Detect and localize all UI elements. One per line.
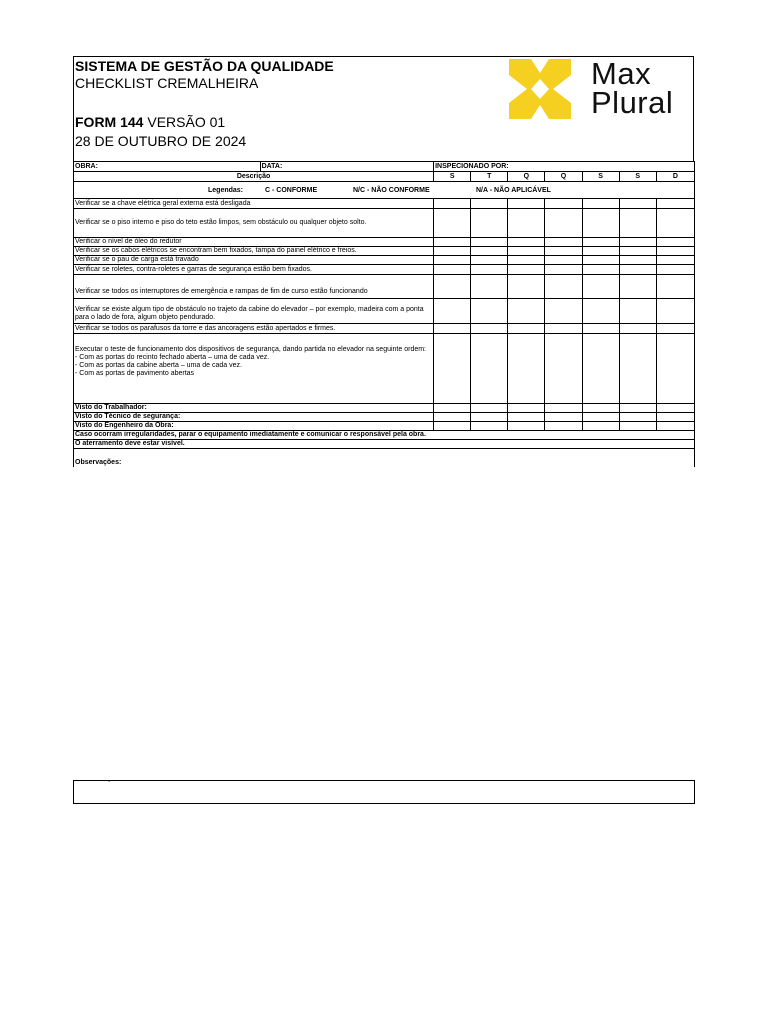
- signature-row: [74, 404, 695, 413]
- signature-cell[interactable]: [582, 413, 619, 422]
- signature-cell[interactable]: [656, 413, 694, 422]
- observacoes-label: Observações:: [74, 449, 695, 467]
- check-cell[interactable]: [471, 209, 508, 238]
- checklist-row: [74, 247, 695, 256]
- check-cell[interactable]: [619, 275, 656, 299]
- signature-cell[interactable]: [656, 404, 694, 413]
- check-cell[interactable]: [471, 247, 508, 256]
- obra-field[interactable]: OBRA:: [74, 162, 261, 172]
- check-cell[interactable]: [508, 247, 545, 256]
- signature-cell[interactable]: [545, 413, 582, 422]
- inspecionado-field[interactable]: INSPECIONADO POR:: [434, 162, 695, 172]
- item-description: Verificar o nível de óleo do redutor: [74, 238, 434, 247]
- observacoes-row: [74, 449, 695, 467]
- visto-trabalhador-label: Visto do Trabalhador:: [74, 404, 434, 413]
- check-cell[interactable]: [619, 324, 656, 334]
- checklist-row: [74, 299, 695, 324]
- checklist-row: [74, 209, 695, 238]
- safety-test-step: - Com as portas da cabine aberta – uma de cada vez.: [75, 362, 242, 369]
- signature-cell[interactable]: [471, 404, 508, 413]
- check-cell[interactable]: [582, 265, 619, 275]
- page-gap: [73, 467, 694, 780]
- item-description: Verificar se todos os parafusos da torre e das ancoragens estão apertados e firmes.: [74, 324, 434, 334]
- signature-cell[interactable]: [619, 413, 656, 422]
- check-cell[interactable]: [471, 256, 508, 265]
- check-cell[interactable]: [508, 238, 545, 247]
- check-cell[interactable]: [545, 247, 582, 256]
- check-cell[interactable]: [508, 324, 545, 334]
- check-cell[interactable]: [582, 256, 619, 265]
- safety-test-intro: Executar o teste de funcionamento dos dispositivos de segurança, dando partida no elevador na seguinte ordem:: [75, 346, 427, 353]
- signature-cell[interactable]: [656, 422, 694, 431]
- day-header: S: [582, 172, 619, 182]
- check-cell[interactable]: [508, 299, 545, 324]
- item-description: Verificar se o piso interno e piso do teto estão limpos, sem obstáculo ou qualquer objeto solto.: [74, 209, 434, 238]
- check-cell[interactable]: [508, 265, 545, 275]
- checklist-row: [74, 275, 695, 299]
- check-cell[interactable]: [619, 265, 656, 275]
- days-header-row: [74, 172, 695, 182]
- checklist-title: CHECKLIST CREMALHEIRA: [75, 75, 259, 91]
- signature-cell[interactable]: [508, 422, 545, 431]
- data-field[interactable]: DATA:: [260, 162, 434, 172]
- legend-nao-aplicavel: N/A - NÃO APLICÁVEL: [476, 186, 551, 194]
- check-cell[interactable]: [471, 275, 508, 299]
- check-cell[interactable]: [471, 299, 508, 324]
- legend-label: Legendas:: [208, 186, 244, 194]
- check-cell[interactable]: [434, 334, 471, 404]
- item-description: Verificar se roletes, contra-roletes e garras de segurança estão bem fixados.: [74, 265, 434, 275]
- check-cell[interactable]: [434, 238, 471, 247]
- check-cell[interactable]: [619, 334, 656, 404]
- checklist-row: [74, 265, 695, 275]
- check-cell[interactable]: [582, 275, 619, 299]
- item-description: Verificar se os cabos elétricos se encontram bem fixados, tampa do painel elétrico e freios.: [74, 247, 434, 256]
- signature-cell[interactable]: [434, 422, 471, 431]
- check-cell[interactable]: [471, 334, 508, 404]
- checklist-row: [74, 324, 695, 334]
- day-header: S: [619, 172, 656, 182]
- signature-cell[interactable]: [619, 422, 656, 431]
- visto-tecnico-label: Visto do Técnico de segurança:: [74, 413, 434, 422]
- check-cell[interactable]: [619, 209, 656, 238]
- check-cell[interactable]: [545, 265, 582, 275]
- safety-test-step: - Com as portas de pavimento abertas: [75, 370, 195, 377]
- document-header: [73, 56, 694, 161]
- day-header: T: [471, 172, 508, 182]
- legend-nao-conforme: N/C - NÃO CONFORME: [353, 186, 430, 194]
- form-version: [75, 114, 225, 130]
- check-cell[interactable]: [545, 324, 582, 334]
- form-number: FORM 144: [75, 114, 144, 130]
- checklist-row: [74, 256, 695, 265]
- irregularities-note: Caso ocorram irregularidades, parar o equipamento imediatamente e comunicar o responsável pela obra.: [74, 431, 695, 440]
- item-description: Verificar se o pau de carga está travado: [74, 256, 434, 265]
- check-cell[interactable]: [508, 334, 545, 404]
- check-cell[interactable]: [582, 324, 619, 334]
- check-cell[interactable]: [434, 209, 471, 238]
- checklist-row: [74, 199, 695, 209]
- system-title: SISTEMA DE GESTÃO DA QUALIDADE: [75, 58, 334, 74]
- version-label: VERSÃO 01: [143, 114, 226, 130]
- check-cell[interactable]: [619, 256, 656, 265]
- checklist-row-safety-test: [74, 334, 695, 404]
- check-cell[interactable]: [619, 247, 656, 256]
- legend-conforme: C - CONFORME: [265, 186, 318, 194]
- legend-cell: [74, 182, 695, 199]
- signature-cell[interactable]: [508, 413, 545, 422]
- check-cell[interactable]: [656, 324, 694, 334]
- check-cell[interactable]: [434, 199, 471, 209]
- form-date: 28 DE OUTUBRO DE 2024: [75, 133, 247, 149]
- check-cell[interactable]: [656, 256, 694, 265]
- max-plural-logo: [509, 56, 689, 121]
- check-cell[interactable]: [656, 199, 694, 209]
- check-cell[interactable]: [582, 209, 619, 238]
- legend-row: [74, 182, 695, 199]
- check-cell[interactable]: [434, 299, 471, 324]
- check-cell[interactable]: [545, 275, 582, 299]
- signature-cell[interactable]: [508, 404, 545, 413]
- check-cell[interactable]: [545, 256, 582, 265]
- signature-row: [74, 422, 695, 431]
- day-header: S: [434, 172, 471, 182]
- check-cell[interactable]: [656, 238, 694, 247]
- check-cell[interactable]: [434, 275, 471, 299]
- check-cell[interactable]: [582, 299, 619, 324]
- check-cell[interactable]: [656, 299, 694, 324]
- note-row: [74, 440, 695, 449]
- check-cell[interactable]: [545, 238, 582, 247]
- checklist-sheet: [73, 56, 694, 804]
- signature-cell[interactable]: [619, 404, 656, 413]
- check-cell[interactable]: [471, 265, 508, 275]
- check-cell[interactable]: [434, 324, 471, 334]
- check-cell[interactable]: [434, 256, 471, 265]
- safety-test-description: [74, 334, 434, 404]
- check-cell[interactable]: [545, 334, 582, 404]
- obra-row: [74, 162, 695, 172]
- safety-test-step: - Com as portas do recinto fechado aberta – uma de cada vez.: [75, 354, 270, 361]
- signature-cell[interactable]: [434, 404, 471, 413]
- item-description: Verificar se a chave elétrica geral externa está desligada: [74, 199, 434, 209]
- checklist-table: [73, 161, 695, 467]
- check-cell[interactable]: [545, 299, 582, 324]
- check-cell[interactable]: [656, 275, 694, 299]
- signature-row: [74, 413, 695, 422]
- check-cell[interactable]: [471, 324, 508, 334]
- check-cell[interactable]: [545, 209, 582, 238]
- check-cell[interactable]: [656, 247, 694, 256]
- visto-engenheiro-label: Visto do Engenheiro da Obra:: [74, 422, 434, 431]
- check-cell[interactable]: [582, 247, 619, 256]
- observacoes-footer-box[interactable]: [73, 774, 695, 804]
- day-header: Q: [545, 172, 582, 182]
- logo-word-plural: Plural: [591, 85, 674, 120]
- signature-cell[interactable]: [582, 404, 619, 413]
- check-cell[interactable]: [582, 238, 619, 247]
- item-description: Verificar se existe algum tipo de obstáculo no trajeto da cabine do elevador – por exemplo, madeira com a ponta para o lado de fora, algum objeto pendurado.: [74, 299, 434, 324]
- day-header: Q: [508, 172, 545, 182]
- logo-wordmark: [591, 56, 674, 120]
- check-cell[interactable]: [656, 334, 694, 404]
- signature-cell[interactable]: [545, 422, 582, 431]
- logo-mark-icon: [509, 59, 571, 119]
- check-cell[interactable]: [619, 238, 656, 247]
- check-cell[interactable]: [619, 299, 656, 324]
- check-cell[interactable]: [508, 256, 545, 265]
- signature-cell[interactable]: [471, 422, 508, 431]
- grounding-note: O aterramento deve estar visível.: [74, 440, 695, 449]
- check-cell[interactable]: [471, 238, 508, 247]
- check-cell[interactable]: [508, 209, 545, 238]
- check-cell[interactable]: [508, 275, 545, 299]
- signature-cell[interactable]: [582, 422, 619, 431]
- item-description: Verificar se todos os interruptores de emergência e rampas de fim de curso estão funcionando: [74, 275, 434, 299]
- check-cell[interactable]: [508, 199, 545, 209]
- check-cell[interactable]: [656, 209, 694, 238]
- check-cell[interactable]: [471, 199, 508, 209]
- check-cell[interactable]: [656, 265, 694, 275]
- check-cell[interactable]: [545, 199, 582, 209]
- checklist-row: [74, 238, 695, 247]
- logo-word-max: Max: [591, 56, 652, 91]
- descricao-header: Descrição: [74, 172, 434, 182]
- signature-cell[interactable]: [434, 413, 471, 422]
- signature-cell[interactable]: [545, 404, 582, 413]
- day-header: D: [656, 172, 694, 182]
- note-row: [74, 431, 695, 440]
- check-cell[interactable]: [434, 247, 471, 256]
- check-cell[interactable]: [582, 334, 619, 404]
- check-cell[interactable]: [619, 199, 656, 209]
- check-cell[interactable]: [582, 199, 619, 209]
- observacoes-dot: .: [108, 774, 111, 784]
- check-cell[interactable]: [434, 265, 471, 275]
- signature-cell[interactable]: [471, 413, 508, 422]
